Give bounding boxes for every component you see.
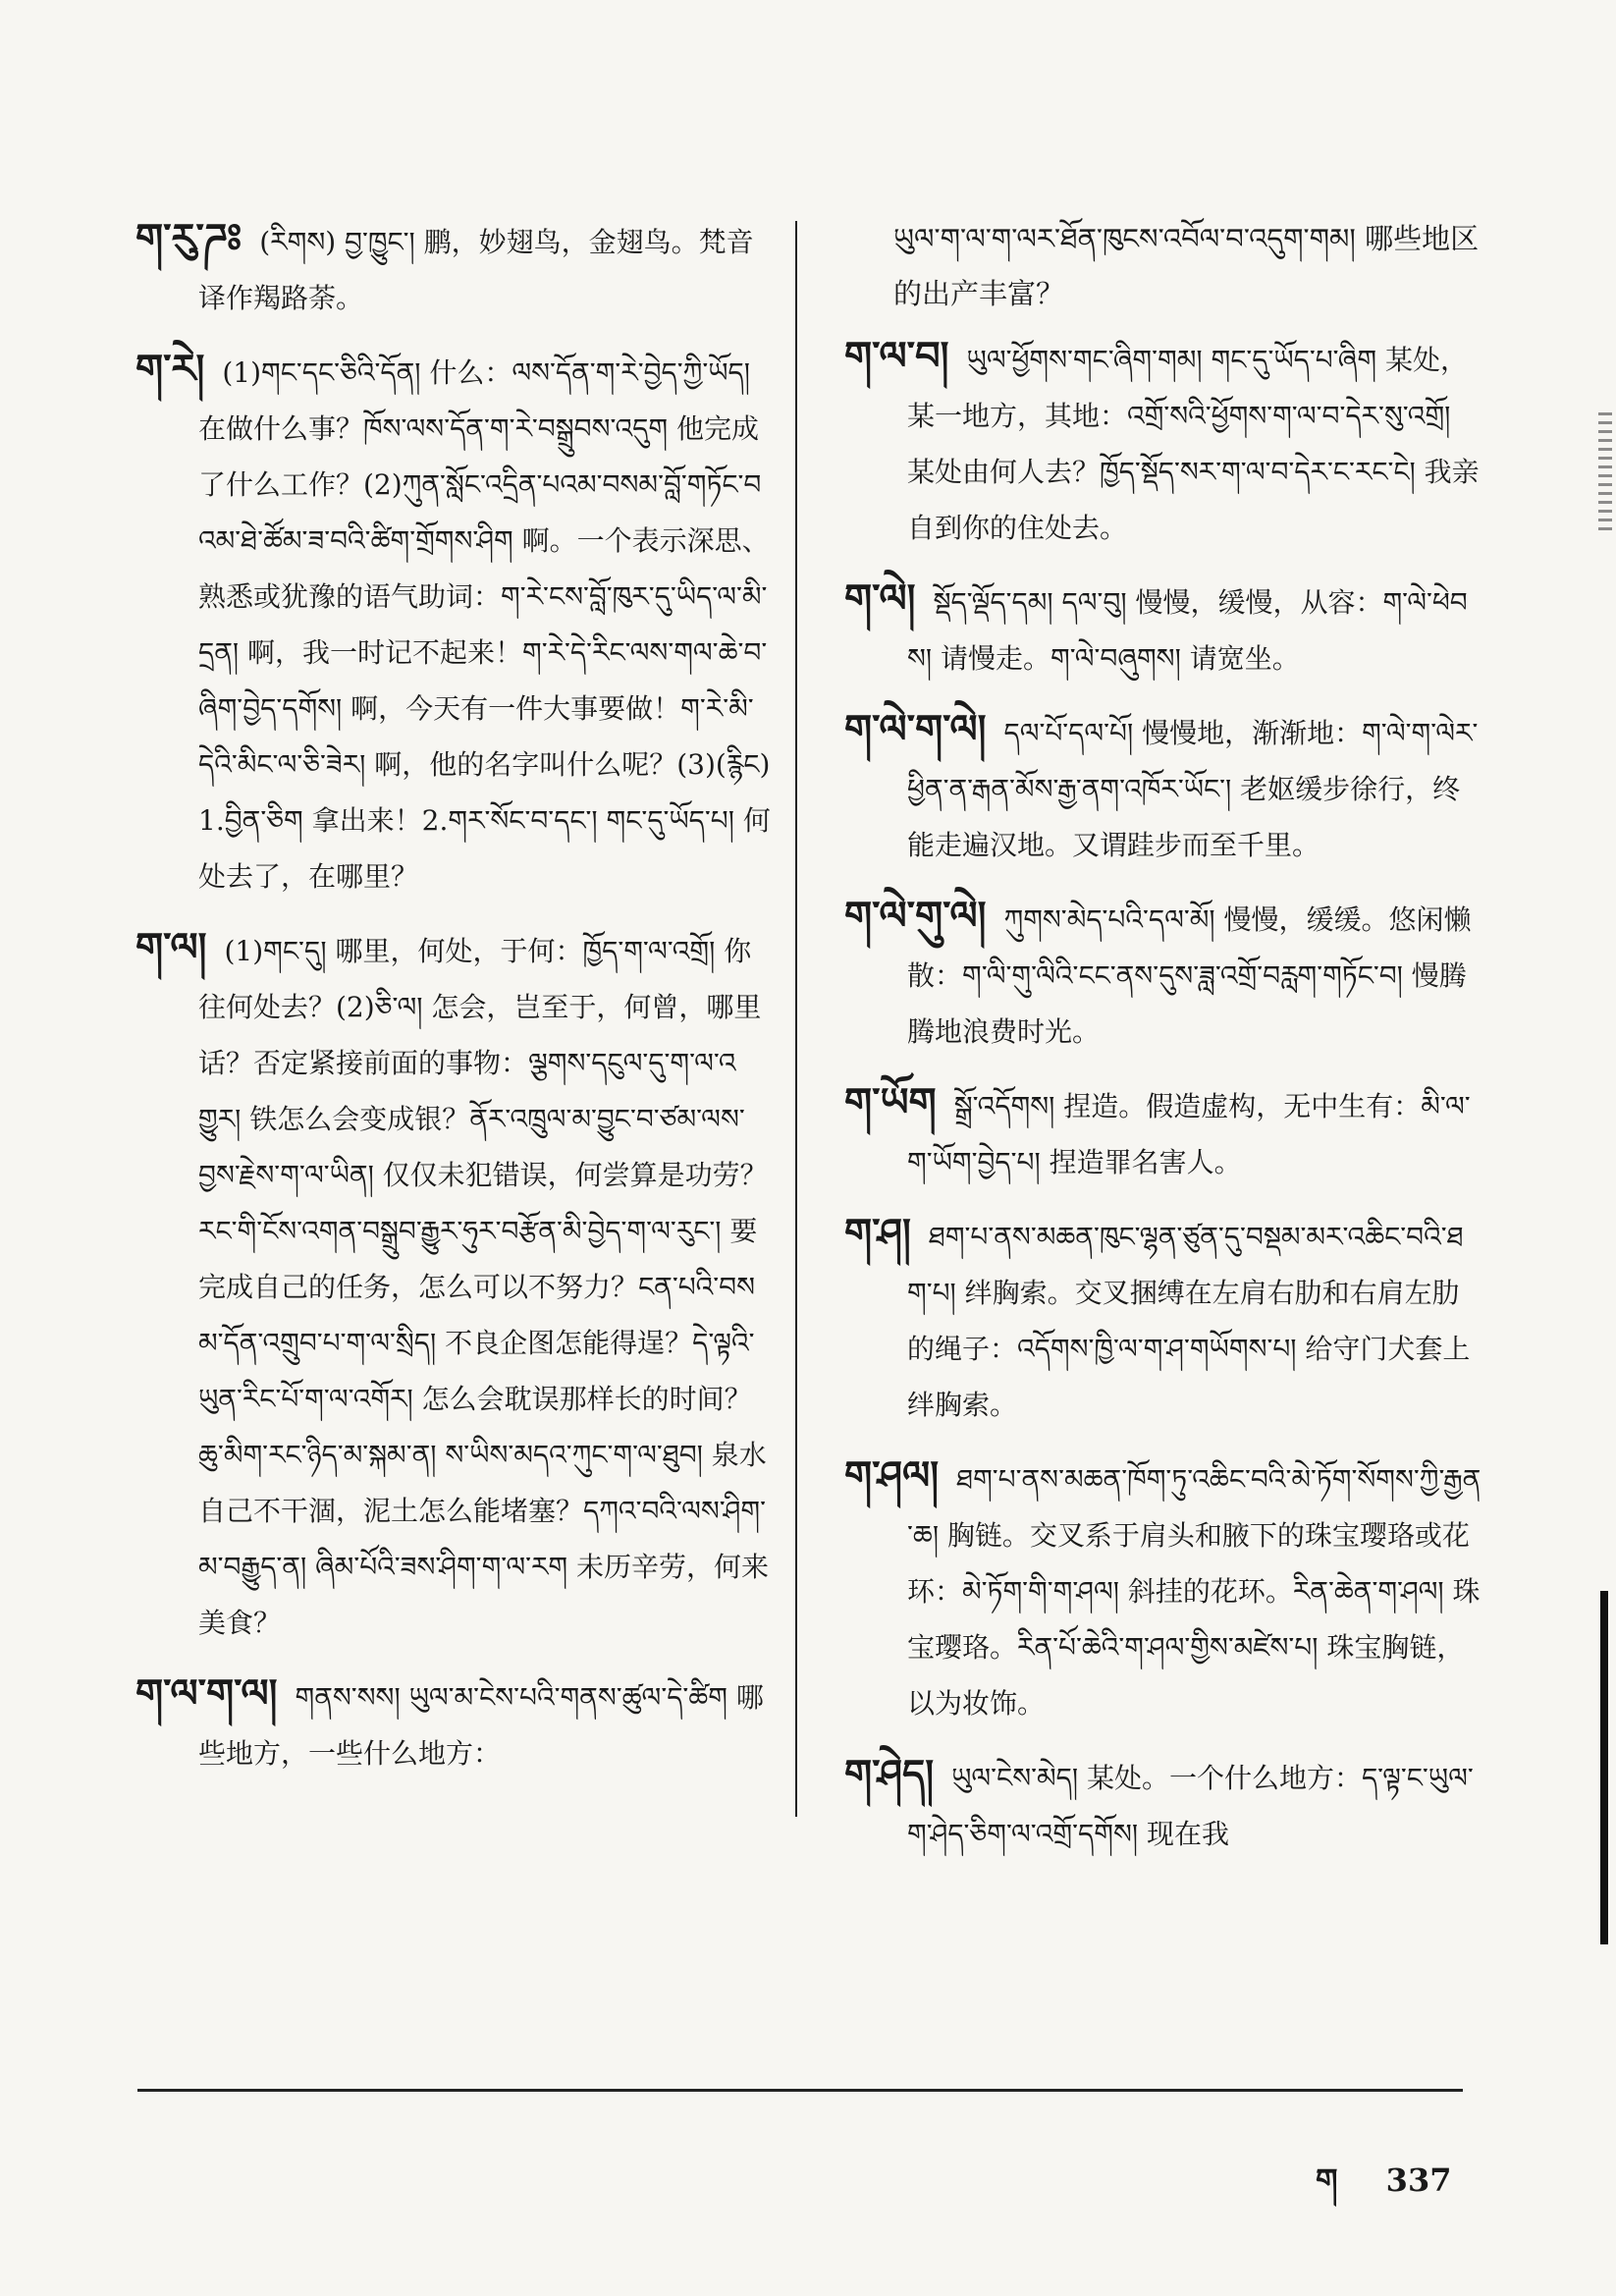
entry — [135, 1667, 774, 1781]
headword: ག་ཤ། — [844, 1210, 911, 1256]
definition: (1)གང་དུ། 哪里，何处，于何：ཁྱོད་ག་ལ་འགྲོ། 你往何处去？(2)ཅི་ལ། 怎会，岂至于，何曾，哪里话？否定紧接前面的事物：ལྕགས་དངུལ་དུ་ག་ལ་འགྱུར། 铁怎么会变成银？ནོར་འཁྲུལ་མ་བྱུང་བ་ཙམ་ལས་བྱས་རྗེས་ག་ལ་ཡིན། 仅仅未犯错误，何尝算是功劳？རང་གི་ངོས་འགན་བསྒྲུབ་རྒྱུར་ཧུར་བརྩོན་མི་བྱེད་ག་ལ་རུང་། 要完成自己的任务，怎么可以不努力？ངན་པའི་བསམ་དོན་འགྲུབ་པ་ག་ལ་སྲིད། 不良企图怎能得逞？དེ་ལྟའི་ཡུན་རིང་པོ་ག་ལ་འགོར། 怎么会耽误那样长的时间？ཆུ་མིག་རང་ཉིད་མ་སྐམ་ན། ས་ཡིས་མདའ་ཀུང་ག་ལ་ཐུབ། 泉水自己不干涸，泥土怎么能堵塞？དཀའ་བའི་ལས་ཤིག་མ་བརྒྱུད་ན། ཞིམ་པོའི་ཟས་ཤིག་ག་ལ་རག 未历辛劳，何来美食？ — [198, 935, 770, 1639]
headword: ག་ལ་བ། — [844, 333, 949, 379]
headword: ག་ཤེད། — [844, 1751, 935, 1797]
headword: ག་ལེ་གུ་ལེ། — [844, 893, 987, 939]
headword: ག་ལ་ག་ལ། — [135, 1670, 278, 1717]
headword: ག་རུ་ཌཿ — [135, 215, 242, 261]
definition: ཡུལ་ངེས་མེད། 某处。一个什么地方：ད་ལྟ་ང་ཡུལ་ག་ཤེད་ཅིག་ལ་འགྲོ་དགོས། 现在我 — [907, 1762, 1474, 1850]
right-column — [844, 211, 1482, 1878]
entry — [135, 211, 774, 326]
headword: ག་རེ། — [135, 346, 205, 392]
definition: ཀུགས་མེད་པའི་དལ་མོ། 慢慢，缓缓。悠闲懒散：ག་ལི་གུ་ལིའི་ངང་ནས་དུས་ཟླ་འགྲོ་བརླག་གཏོང་བ། 慢腾腾地浪费时光。 — [907, 903, 1472, 1048]
headword: ག་ལེ་ག་ལེ། — [844, 706, 987, 752]
entry — [844, 1449, 1482, 1731]
column-divider — [795, 221, 797, 1817]
definition: (1)གང་དང་ཅིའི་དོན། 什么：ལས་དོན་ག་རེ་བྱེད་ཀྱི་ཡོད། 在做什么事？ཁོས་ལས་དོན་ག་རེ་བསྒྲུབས་འདུག 他完成了什么工作？(2)ཀུན་སློང་འདྲིན་པའམ་བསམ་བློ་གཏོང་བའམ་ཐེ་ཚོམ་ཟ་བའི་ཚིག་གྲོགས་ཤིག 啊。一个表示深思、熟悉或犹豫的语气助词：ག་རེ་ངས་བློ་ཁུར་དུ་ཡིད་ལ་མི་དྲན། 啊，我一时记不起来！ག་རེ་དེ་རིང་ལས་གལ་ཆེ་བ་ཞིག་བྱེད་དགོས། 啊，今天有一件大事要做！ག་རེ་མི་དེའི་མིང་ལ་ཅི་ཟེར། 啊，他的名字叫什么呢？(3)(རྙིང) 1.བྱིན་ཅིག 拿出来！2.གར་སོང་བ་དང་། གང་དུ་ཡོད་པ། 何处去了，在哪里？ — [198, 356, 771, 893]
continuation-text: ཡུལ་ག་ལ་ག་ལར་ཐོན་ཁུངས་འབོལ་བ་འདུག་གམ། 哪些地区的出产丰富？ — [893, 222, 1480, 310]
entry — [135, 342, 774, 904]
definition: གནས་སས། ཡུལ་མ་ངེས་པའི་གནས་ཚུལ་དེ་ཚིག 哪些地方，一些什么地方： — [198, 1681, 764, 1770]
footer-rule — [137, 2089, 1463, 2092]
entry — [844, 1747, 1482, 1862]
entry — [844, 1206, 1482, 1433]
entry — [844, 702, 1482, 873]
entry — [844, 329, 1482, 556]
entry — [844, 572, 1482, 686]
page-number: 337 — [1385, 2161, 1452, 2199]
headword: ག་ལེ། — [844, 575, 916, 622]
left-column — [135, 211, 774, 1797]
entry — [844, 889, 1482, 1060]
definition: སྒྲོ་འདོགས། 捏造。假造虚构，无中生有：མི་ལ་ག་ཡོག་བྱེད་པ། 捏造罪名害人。 — [907, 1090, 1471, 1178]
headword: ག་ཡོག — [844, 1079, 937, 1125]
headword: ག་ལ། — [135, 924, 207, 970]
section-letter: ག — [1316, 2161, 1338, 2199]
definition: ཐག་པ་ནས་མཆན་ཁོག་ཏུ་འཆིང་བའི་མེ་ཏོག་སོགས་ཀྱི་རྒྱན་ཆ། 胸链。交叉系于肩头和腋下的珠宝璎珞或花环：མེ་ཏོག་གི་ག་ཤལ། 斜挂的花环。རིན་ཆེན་ག་ཤལ། 珠宝璎珞。རིན་པོ་ཆེའི་ག་ཤལ་གྱིས་མཛེས་པ། 珠宝胸链，以为妆饰。 — [907, 1463, 1481, 1720]
entry — [135, 920, 774, 1651]
page-footer — [1316, 2146, 1451, 2234]
definition: དལ་པོ་དལ་པོ། 慢慢地，渐渐地：ག་ལེ་ག་ལེར་ཕྱིན་ན་རྒན་མོས་རྒྱ་ནག་འཁོར་ཡོང་། 老妪缓步徐行，终能走遍汉地。又谓跬步而至千里。 — [907, 717, 1479, 861]
definition: སྡོད་ལྡོད་དམ། དལ་བུ། 慢慢，缓慢，从容：ག་ལེ་ཕེབས། 请慢走。ག་ལེ་བཞུགས། 请宽坐。 — [907, 586, 1468, 675]
scan-edge-bar — [1600, 1591, 1608, 1944]
entry — [844, 1075, 1482, 1190]
definition: ཐག་པ་ནས་མཆན་ཁུང་ལྷན་ཙུན་དུ་བསྡམ་མར་འཆིང་བའི་ཐག་པ། 绊胸索。交叉捆缚在左肩右肋和右肩左肋的绳子：འདོགས་ཁྱི་ལ་ག་ཤ་གཡོགས་པ། 给守门犬套上绊胸索。 — [907, 1221, 1471, 1421]
scan-edge-marks — [1598, 412, 1612, 530]
headword: ག་ཤལ། — [844, 1452, 940, 1499]
definition: ཡུལ་ཕྱོགས་གང་ཞིག་གམ། གང་དུ་ཡོད་པ་ཞིག 某处，某一地方，其地：འགྲོ་སའི་ཕྱོགས་ག་ལ་བ་དེར་སུ་འགྲོ། 某处由何人去？ཁྱོད་སྡོད་སར་ག་ལ་བ་དེར་ང་རང་ངེ། 我亲自到你的住处去。 — [907, 344, 1480, 544]
definition: (རིགས) བྱ་ཁྱུང་། 鹏，妙翅鸟，金翅鸟。梵音译作羯路荼。 — [198, 226, 754, 314]
